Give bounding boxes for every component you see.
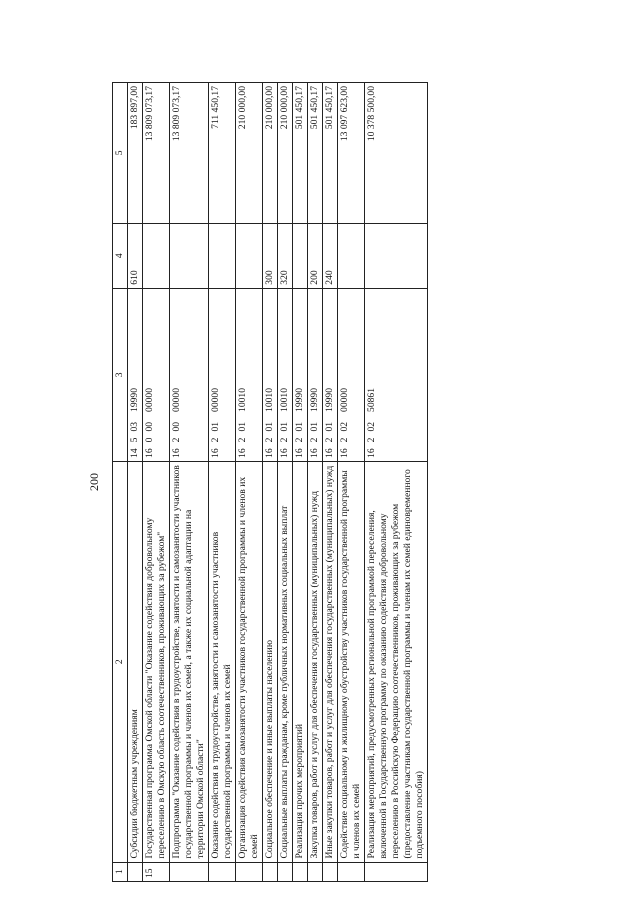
row-name: Социальное обеспечение и иные выплаты населению — [262, 461, 277, 862]
row-expense-type: 240 — [322, 223, 337, 288]
row-code — [127, 288, 142, 461]
row-name: Оказание содействия в трудоустройстве, занятости и самозанятости участников государственной программы и членов их семей — [208, 461, 235, 862]
row-number — [292, 862, 307, 881]
table-row — [364, 83, 427, 882]
code-part: 2 — [236, 437, 248, 443]
column-header: 2 — [113, 461, 128, 862]
code-part: 16 — [323, 448, 335, 458]
code-part: 16 — [293, 448, 305, 458]
row-number — [277, 862, 292, 881]
column-header: 5 — [113, 83, 128, 224]
row-number — [364, 862, 427, 881]
row-number — [322, 862, 337, 881]
table-row — [277, 83, 292, 882]
page-number: 200 — [87, 473, 101, 491]
row-code — [262, 288, 277, 461]
row-number — [127, 862, 142, 881]
code-part: 10010 — [278, 387, 290, 412]
code-part: 16 — [236, 448, 248, 458]
code-part: 19990 — [293, 387, 305, 412]
row-amount: 13 809 073,17 — [169, 83, 208, 224]
table-row — [262, 83, 277, 882]
row-amount: 13 097 623,00 — [337, 83, 364, 224]
table-row — [235, 83, 262, 882]
table-row — [307, 83, 322, 882]
code-part: 01 — [209, 421, 221, 432]
row-expense-type — [208, 223, 235, 288]
code-part: 16 — [143, 448, 155, 458]
row-expense-type — [235, 223, 262, 288]
code-part: 19990 — [308, 387, 320, 412]
code-part: 00 — [143, 421, 155, 432]
code-part: 16 — [263, 448, 275, 458]
table-row — [208, 83, 235, 882]
row-amount: 210 000,00 — [235, 83, 262, 224]
code-part: 16 — [278, 448, 290, 458]
row-expense-type: 200 — [307, 223, 322, 288]
row-name: Иные закупки товаров, работ и услуг для обеспечения государственных (муниципальных) нужд — [322, 461, 337, 862]
code-part: 16 — [308, 448, 320, 458]
code-part: 00000 — [170, 387, 182, 412]
code-part: 16 — [365, 448, 377, 458]
row-name: Социальные выплаты гражданам, кроме публичных нормативных социальных выплат — [277, 461, 292, 862]
row-number — [307, 862, 322, 881]
code-part: 2 — [365, 437, 377, 443]
row-code — [169, 288, 208, 461]
column-header: 4 — [113, 223, 128, 288]
table-row — [322, 83, 337, 882]
code-part: 19990 — [128, 387, 140, 412]
rotated-content — [80, 82, 600, 882]
code-part: 2 — [263, 437, 275, 443]
code-part: 01 — [263, 421, 275, 432]
code-part: 2 — [323, 437, 335, 443]
row-code — [277, 288, 292, 461]
code-part: 00000 — [338, 387, 350, 412]
row-name: Государственная программа Омской области "Оказание содействия добровольному переселению в Омскую область соотечественников, проживающих за рубежом" — [142, 461, 169, 862]
code-part: 16 — [338, 448, 350, 458]
code-part: 2 — [308, 437, 320, 443]
row-number — [337, 862, 364, 881]
row-amount: 183 897,00 — [127, 83, 142, 224]
code-part: 02 — [338, 421, 350, 432]
row-amount: 501 450,17 — [322, 83, 337, 224]
table-row — [337, 83, 364, 882]
row-code — [337, 288, 364, 461]
row-number — [169, 862, 208, 881]
row-expense-type — [364, 223, 427, 288]
code-part: 2 — [209, 437, 221, 443]
row-amount: 711 450,17 — [208, 83, 235, 224]
row-code — [292, 288, 307, 461]
code-part: 2 — [278, 437, 290, 443]
row-code — [322, 288, 337, 461]
code-part: 16 — [209, 448, 221, 458]
row-name: Реализация мероприятий, предусмотренных региональной программой переселения, включенной в Государственную программу по оказанию содействия добровольному переселению в Российскую Федерацию соотечественников, проживающих за рубежом (предоставление участникам государственной программы и членам их семей единовременного подъемного пособия) — [364, 461, 427, 862]
code-part: 14 — [128, 448, 140, 458]
row-code — [235, 288, 262, 461]
row-name: Содействие социальному и жилищному обустройству участников государственной программы и членов их семей — [337, 461, 364, 862]
row-number: 15 — [142, 862, 169, 881]
code-part: 01 — [236, 421, 248, 432]
code-part: 01 — [308, 421, 320, 432]
table-row — [127, 83, 142, 882]
code-part: 03 — [128, 421, 140, 432]
code-part: 2 — [338, 437, 350, 443]
code-part: 01 — [293, 421, 305, 432]
row-name: Подпрограмма "Оказание содействия в трудоустройстве, занятости и самозанятости участников государственной программы и членов их семей, а также их социальной адаптации на территории Омской области" — [169, 461, 208, 862]
code-part: 5 — [128, 437, 140, 443]
code-part: 01 — [278, 421, 290, 432]
code-part: 19990 — [323, 387, 335, 412]
row-amount: 210 000,00 — [277, 83, 292, 224]
table-header-row — [113, 83, 128, 882]
column-header: 3 — [113, 288, 128, 461]
code-part: 02 — [365, 421, 377, 432]
row-name: Реализация прочих мероприятий — [292, 461, 307, 862]
row-expense-type: 610 — [127, 223, 142, 288]
row-code — [364, 288, 427, 461]
code-part: 00 — [170, 421, 182, 432]
row-name: Закупка товаров, работ и услуг для обеспечения государственных (муниципальных) нужд — [307, 461, 322, 862]
code-part: 01 — [323, 421, 335, 432]
row-expense-type: 300 — [262, 223, 277, 288]
table-row — [292, 83, 307, 882]
row-expense-type — [142, 223, 169, 288]
code-part: 00000 — [209, 387, 221, 412]
code-part: 16 — [170, 448, 182, 458]
code-part: 00000 — [143, 387, 155, 412]
budget-table — [112, 82, 428, 882]
row-expense-type — [169, 223, 208, 288]
row-number — [235, 862, 262, 881]
table-row — [142, 83, 169, 882]
code-part: 2 — [293, 437, 305, 443]
code-part: 10010 — [263, 387, 275, 412]
row-amount: 13 809 073,17 — [142, 83, 169, 224]
code-part: 50861 — [365, 387, 377, 412]
row-code — [142, 288, 169, 461]
code-part: 2 — [170, 437, 182, 443]
row-name: Организация содействия самозанятости участников государственной программы и членов их семей — [235, 461, 262, 862]
row-amount: 501 450,17 — [307, 83, 322, 224]
row-code — [208, 288, 235, 461]
row-number — [262, 862, 277, 881]
row-amount: 501 450,17 — [292, 83, 307, 224]
row-name: Субсидии бюджетным учреждениям — [127, 461, 142, 862]
row-code — [307, 288, 322, 461]
table-row — [169, 83, 208, 882]
row-expense-type — [337, 223, 364, 288]
row-expense-type: 320 — [277, 223, 292, 288]
row-number — [208, 862, 235, 881]
row-amount: 210 000,00 — [262, 83, 277, 224]
code-part: 0 — [143, 437, 155, 443]
row-expense-type — [292, 223, 307, 288]
column-header: 1 — [113, 862, 128, 881]
code-part: 10010 — [236, 387, 248, 412]
row-amount: 10 378 500,00 — [364, 83, 427, 224]
